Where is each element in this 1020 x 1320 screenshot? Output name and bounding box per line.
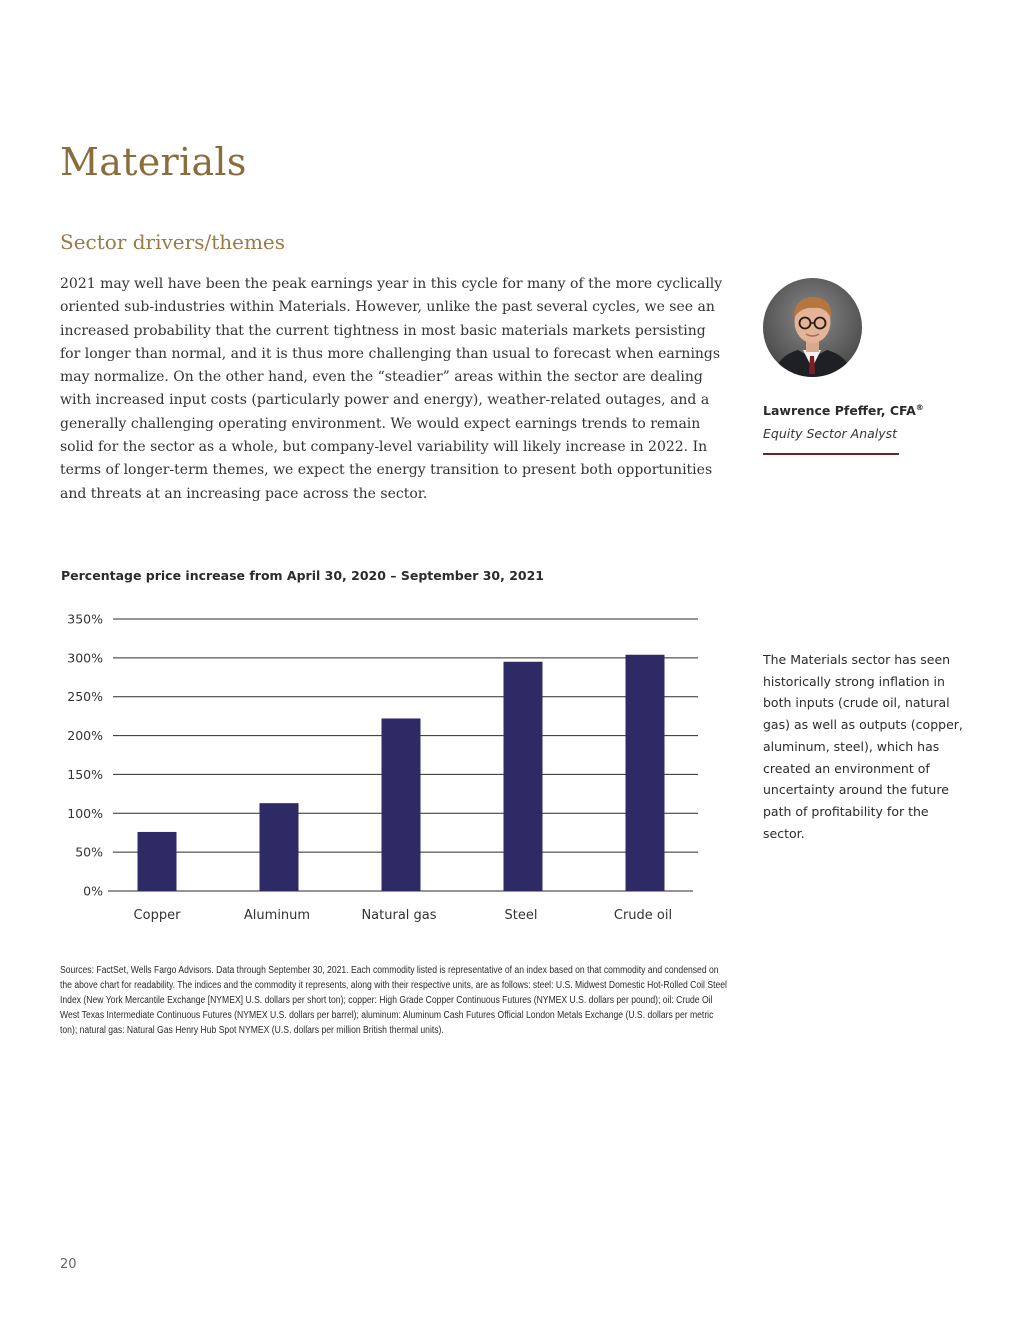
y-tick-label: 50% [75,844,103,860]
bar-crude-oil [626,655,665,891]
registered-mark: ® [915,403,924,412]
y-tick-label: 0% [83,883,103,899]
bar-copper [138,832,177,891]
author-name: Lawrence Pfeffer, CFA® [763,403,924,419]
x-tick-label: Steel [504,908,538,923]
x-tick-label: Aluminum [243,908,311,923]
y-tick-label: 150% [67,766,103,782]
page-title: Materials [60,140,247,184]
author-portrait-icon [763,278,862,377]
author-role: Equity Sector Analyst [763,426,898,441]
x-tick-label: Natural gas [361,908,437,923]
body-paragraph: 2021 may well have been the peak earnings year in this cycle for many of the more cyclically oriented sub-industries within Materials. However, unlike the past several cycles, we see an increased probability that the current tightness in most basic materials markets persisting for longer than normal, and it is thus more challenging than usual to forecast when earnings may normalize. On the other hand, even the “steadier” areas within the sector are dealing with increased input costs (particularly power and energy), weather-related outages, and a generally challenging operating environment. We would expect earnings trends to remain solid for the sector as a whole, but company-level variability will likely increase in 2022. In terms of longer-term themes, we expect the energy transition to present both opportunities and threats at an increasing pace across the sector. [60,276,723,502]
bar-natural-gas [382,718,421,891]
sources-footnote: Sources: FactSet, Wells Fargo Advisors. Data through September 30, 2021. Each commodity listed is representative of an index based on that commodity and condensed on the above chart for readability. The indices and the commodity it represents, along with their respective units, are as follows: steel: U.S. Midwest Domestic Hot-Rolled Coil Steel Index (New York Mercantile Exchange [NYMEX] U.S. dollars per short ton); copper: High Grade Copper Continuous Futures (NYMEX U.S. dollars per pound); oil: Crude Oil West Texas Intermediate Continuous Futures (NYMEX U.S. dollars per barrel); aluminum: Aluminum Cash Futures Official London Metals Exchange (U.S. dollars per metric ton); natural gas: Natural Gas Henry Hub Spot NYMEX (U.S. dollars per million British thermal units). [60,965,727,1036]
chart-title: Percentage price increase from April 30, 2020 – September 30, 2021 [61,568,545,583]
page-number: 20 [60,1257,77,1272]
bar-aluminum [260,803,299,891]
bar-chart [55,600,715,940]
y-tick-label: 300% [67,650,103,666]
author-divider [763,453,899,455]
author-photo [763,278,862,377]
x-tick-label: Crude oil [613,908,673,923]
y-tick-label: 250% [67,689,103,705]
bar-steel [504,662,543,891]
chart-side-note: The Materials sector has seen historically strong inflation in both inputs (crude oil, natural gas) as well as outputs (copper, aluminum, steel), which has created an environment of uncertainty around the future path of profitability for the sector. [763,652,963,841]
y-tick-label: 100% [67,805,103,821]
y-tick-label: 350% [67,611,103,627]
section-heading: Sector drivers/themes [60,230,286,254]
x-tick-label: Copper [133,908,181,923]
y-tick-label: 200% [67,728,103,744]
